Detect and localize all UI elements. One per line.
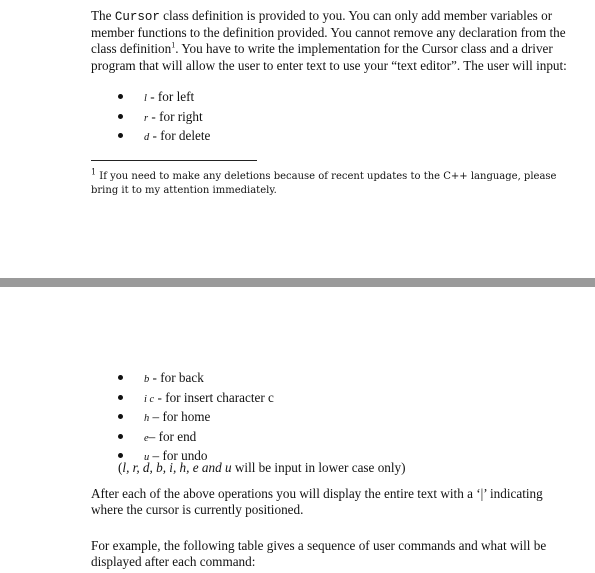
footnote-text: If you need to make any deletions because of recent updates to the C++ language, please bring it to my attention immediately. <box>91 171 557 196</box>
bullet-icon <box>118 94 123 99</box>
footnote <box>91 167 576 198</box>
bullet-icon <box>118 375 123 380</box>
case-note-rest: will be input in lower case only) <box>231 460 406 475</box>
list-item <box>118 369 274 389</box>
command-key: i c <box>144 393 155 405</box>
command-key: e <box>144 432 149 444</box>
document-page-bottom <box>0 287 595 573</box>
command-key: b <box>144 374 150 385</box>
command-key: d <box>144 132 150 143</box>
command-desc: - for insert character c <box>154 389 274 405</box>
command-list-part2 <box>118 369 274 467</box>
bullet-icon <box>118 414 123 419</box>
list-item <box>118 127 210 147</box>
cursor-class-name: Cursor <box>114 10 160 24</box>
list-item <box>118 108 210 128</box>
intro-text-end: . You have to write the implementation for the Cursor class and a driver program that will allow the user to enter text to use your “text editor”. The user will input: <box>91 41 567 73</box>
list-item <box>118 88 210 108</box>
bullet-icon <box>118 395 123 400</box>
command-desc: – for home <box>149 409 211 424</box>
command-desc: – for end <box>148 428 197 444</box>
list-item <box>118 408 274 428</box>
command-desc: - for delete <box>149 128 211 143</box>
intro-text-start: The <box>91 8 115 23</box>
document-page-top <box>0 0 595 278</box>
list-item <box>118 389 274 409</box>
command-key: r <box>144 112 149 124</box>
command-desc: - for right <box>148 108 203 124</box>
command-list-part1 <box>118 88 210 147</box>
bullet-icon <box>118 434 123 439</box>
case-note-letters: l, r, d, b, i, h, e and u <box>122 460 232 475</box>
bullet-icon <box>118 453 123 458</box>
command-key: u <box>144 452 150 463</box>
footnote-reference: 1 <box>171 41 176 51</box>
display-instructions-paragraph: After each of the above operations you will display the entire text with a ‘|’ indicating where the cursor is currently positioned. <box>91 486 543 518</box>
footnote-number: 1 <box>91 167 97 177</box>
list-item <box>118 428 274 448</box>
command-desc: - for left <box>146 89 195 104</box>
command-key: l <box>144 93 147 104</box>
case-note <box>118 460 406 476</box>
footnote-divider <box>91 160 257 161</box>
example-intro-paragraph: For example, the following table gives a sequence of user commands and what will be displayed after each command: <box>91 538 547 570</box>
bullet-icon <box>118 114 123 119</box>
command-key: h <box>144 413 150 424</box>
page-separator <box>0 278 595 287</box>
intro-text-middle: class definition is provided to you. You can only add member variables or member functions to the definition provided. You cannot remove any declaration from the class definition <box>91 8 566 57</box>
command-desc: – for undo <box>149 448 208 463</box>
command-desc: - for back <box>149 370 204 385</box>
case-note-open: ( <box>118 460 123 475</box>
intro-paragraph <box>91 8 573 74</box>
bullet-icon <box>118 133 123 138</box>
